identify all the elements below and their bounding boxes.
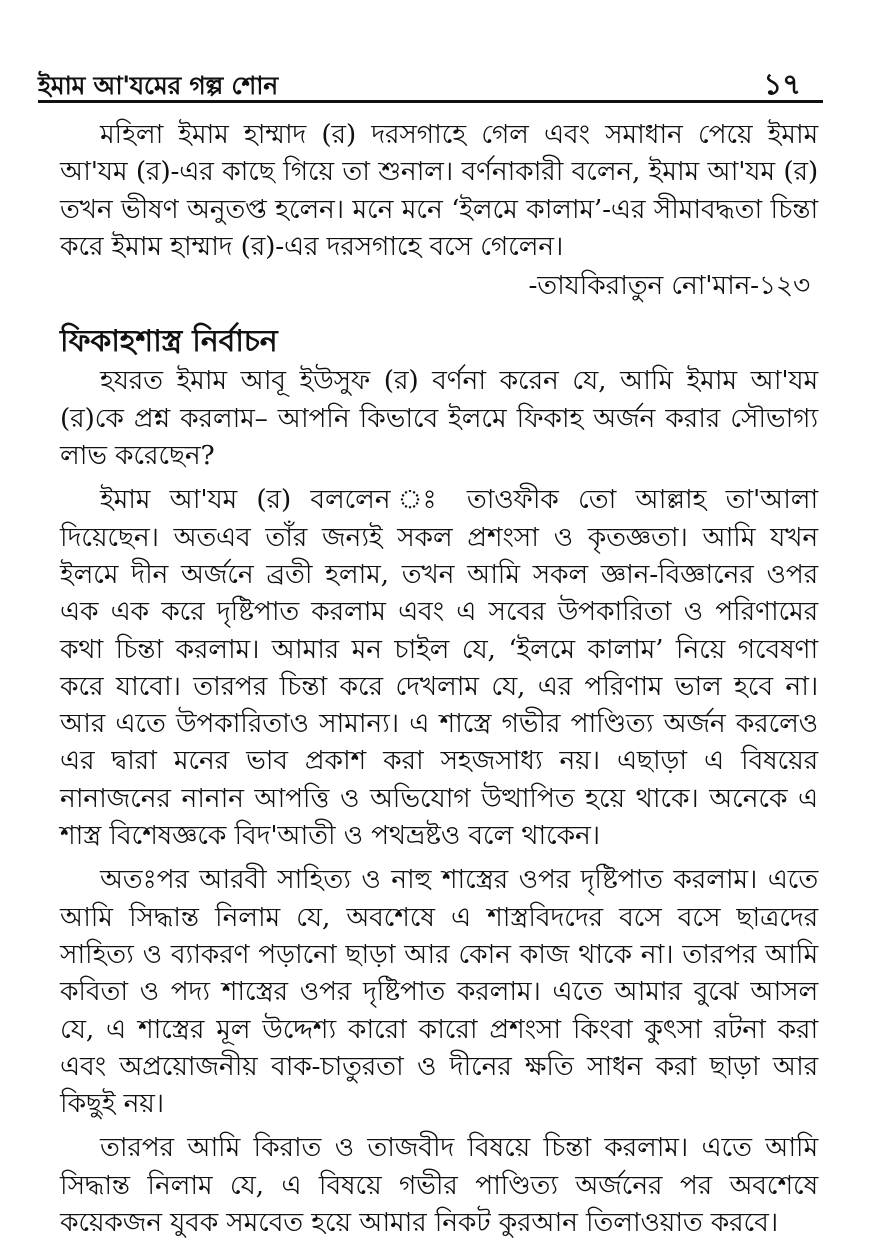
paragraph-3: ইমাম আ'যম (র) বললেন ঃ তাওফীক তো আল্লাহ তা'আলা দিয়েছেন। অতএব তাঁর জন্যই সকল প্রশংসা ও কৃতজ্ঞতা। আমি যখন ইলমে দীন অর্জনে ব্রতী হলাম, তখন আমি সকল জ্ঞান-বিজ্ঞানের ওপর এক এক করে দৃষ্টিপাত করলাম এবং এ সবের উপকারিতা ও পরিণামের কথা চিন্তা করলাম। আমার মন চাইল যে, ‘ইলমে কালাম’ নিয়ে গবেষণা করে যাবো। তারপর চিন্তা করে দেখলাম যে, এর পরিণাম ভাল হবে না। আর এতে উপকারিতাও সামান্য। এ শাস্ত্রে গভীর পাণ্ডিত্য অর্জন করলেও এর দ্বারা মনের ভাব প্রকাশ করা সহজসাধ্য নয়। এছাড়া এ বিষয়ের নানাজনের নানান আপত্তি ও অভিযোগ উত্থাপিত হয়ে থাকে। অনেকে এ শাস্ত্র বিশেষজ্ঞকে বিদ'আতী ও পথভ্রষ্টও বলে থাকেন।	[60, 484, 818, 852]
paragraph-1: মহিলা ইমাম হাম্মাদ (র) দরসগাহে গেল এবং সমাধান পেয়ে ইমাম আ'যম (র)-এর কাছে গিয়ে তা শুনাল। বর্ণনাকারী বলেন, ইমাম আ'যম (র) তখন ভীষণ অনুতপ্ত হলেন। মনে মনে ‘ইলমে কালাম’-এর সীমাবদ্ধতা চিন্তা করে ইমাম হাম্মাদ (র)-এর দরসগাহে বসে গেলেন।	[60, 119, 818, 262]
paragraph-2: হযরত ইমাম আবূ ইউসুফ (র) বর্ণনা করেন যে, আমি ইমাম আ'যম (র)কে প্রশ্ন করলাম– আপনি কিভাবে ইলমে ফিকাহ অর্জন করার সৌভাগ্য লাভ করেছেন?	[60, 365, 818, 472]
running-header-title: ইমাম আ'যমের গল্প শোন	[38, 71, 278, 100]
running-header	[38, 60, 823, 103]
paragraph-5: তারপর আমি কিরাত ও তাজবীদ বিষয়ে চিন্তা করলাম। এতে আমি সিদ্ধান্ত নিলাম যে, এ বিষয়ে গভীর পাণ্ডিত্য অর্জনের পর অবশেষে কয়েকজন যুবক সমবেত হয়ে আমার নিকট কুরআন তিলাওয়াত করবে।	[60, 1132, 818, 1239]
page-body	[60, 116, 818, 1241]
source-citation: -তাযকিরাতুন নো'মান-১২৩	[528, 270, 810, 302]
section-heading: ফিকাহশাস্ত্র নির্বাচন	[60, 324, 278, 360]
paragraph-4: অতঃপর আরবী সাহিত্য ও নাহু শাস্ত্রের ওপর দৃষ্টিপাত করলাম। এতে আমি সিদ্ধান্ত নিলাম যে, অবশেষে এ শাস্ত্রবিদদের বসে বসে ছাত্রদের সাহিত্য ও ব্যাকরণ পড়ানো ছাড়া আর কোন কাজ থাকে না। তারপর আমি কবিতা ও পদ্য শাস্ত্রের ওপর দৃষ্টিপাত করলাম। এতে আমার বুঝে আসল যে, এ শাস্ত্রের মূল উদ্দেশ্য কারো কারো প্রশংসা কিংবা কুৎসা রটনা করা এবং অপ্রয়োজনীয় বাক-চাতুরতা ও দীনের ক্ষতি সাধন করা ছাড়া আর কিছুই নয়।	[60, 864, 818, 1120]
page-number: ১৭	[763, 67, 801, 101]
